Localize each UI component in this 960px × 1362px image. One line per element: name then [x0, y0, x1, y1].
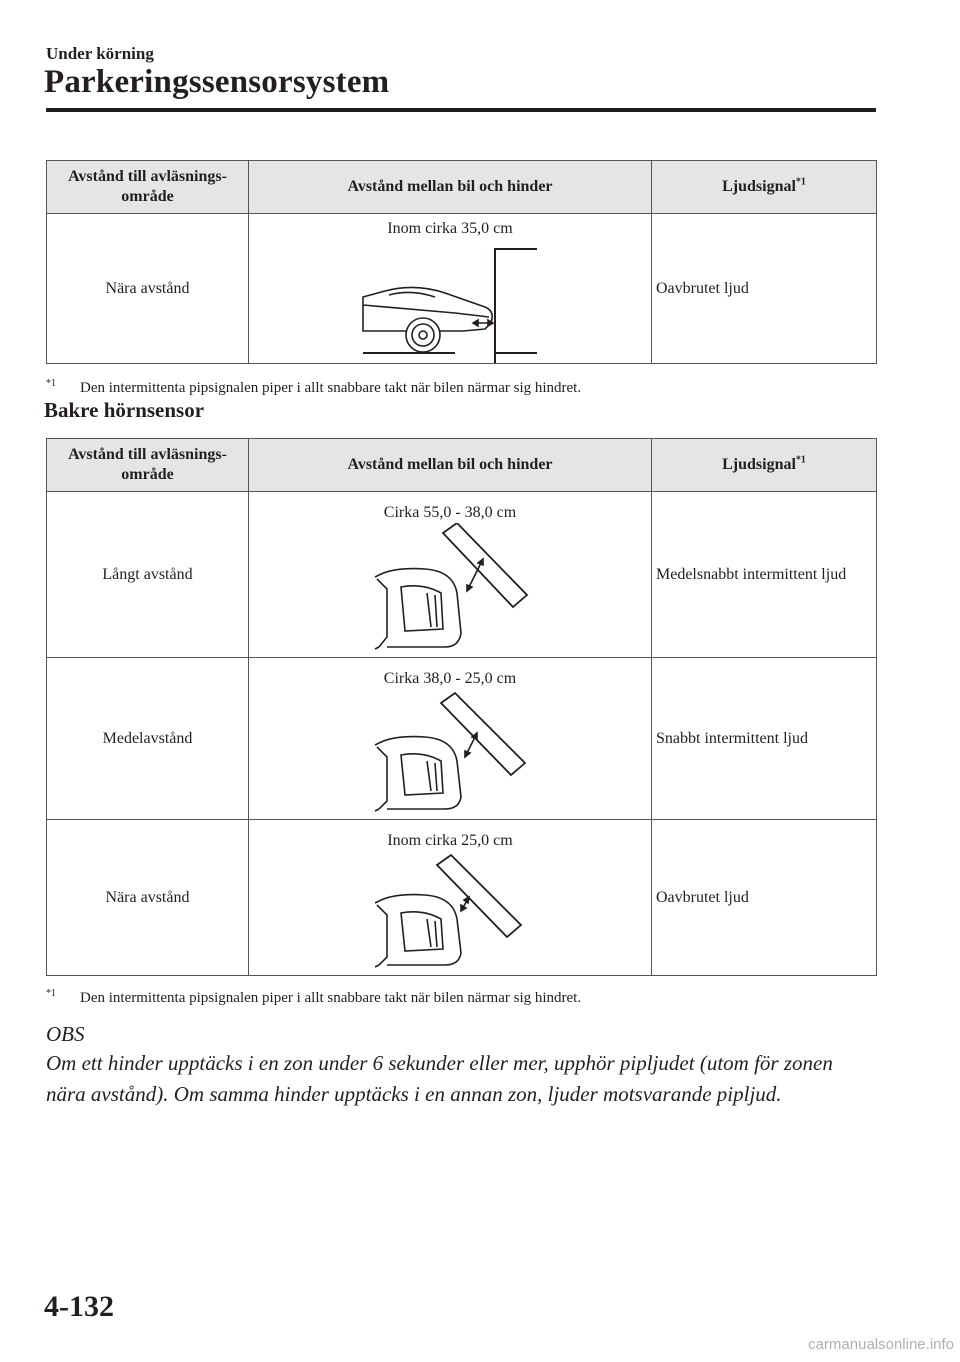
signal-cell: Oavbrutet ljud — [652, 820, 877, 976]
sensor-table-rear — [46, 160, 877, 364]
obs-title: OBS — [46, 1022, 85, 1046]
signal-cell: Medelsnabbt intermittent ljud — [652, 492, 877, 658]
table-header-row — [47, 161, 877, 214]
distance-text: Cirka 38,0 - 25,0 cm — [383, 669, 517, 687]
rear-car-wall-icon — [355, 239, 545, 363]
zone-cell: Nära avstånd — [47, 214, 249, 364]
header-signal: Ljudsignal$^{*1}$ — [652, 439, 877, 492]
distance-text: Cirka 55,0 - 38,0 cm — [383, 503, 517, 521]
subheading: Bakre hörnsensor — [44, 398, 205, 422]
distance-text: Inom cirka 35,0 cm — [387, 219, 513, 237]
zone-cell: Nära avstånd — [47, 820, 249, 976]
distance-cell — [249, 214, 652, 364]
table-row — [47, 820, 877, 976]
zone-cell: Långt avstånd — [47, 492, 249, 658]
header-distance: Avstånd mellan bil och hinder — [249, 161, 652, 214]
car-top-corner-obstacle-icon — [365, 689, 535, 813]
title-rule — [46, 108, 876, 112]
car-top-corner-obstacle-icon — [365, 851, 535, 969]
car-top-corner-obstacle-icon — [365, 523, 535, 651]
sensor-table-corner — [46, 438, 877, 976]
footnote-1: $^{*1}$ Den intermittenta pipsignalen piper i allt snabbare takt när bilen närmar sig hindret. — [46, 378, 582, 396]
header-signal: Ljudsignal$^{*1}$ — [652, 161, 877, 214]
distance-cell — [249, 658, 652, 820]
distance-text: Inom cirka 25,0 cm — [387, 831, 513, 849]
signal-cell: Snabbt intermittent ljud — [652, 658, 877, 820]
page-number: 4-132 — [44, 1290, 114, 1323]
table-row — [47, 658, 877, 820]
signal-cell: Oavbrutet ljud — [652, 214, 877, 364]
page-title: Parkeringssensorsystem — [44, 64, 390, 100]
section-label: Under körning — [46, 44, 154, 63]
header-distance: Avstånd mellan bil och hinder — [249, 439, 652, 492]
distance-cell — [249, 492, 652, 658]
header-zone: Avstånd till avläsnings- område — [47, 161, 249, 214]
header-zone: Avstånd till avläsnings- område — [47, 439, 249, 492]
table-header-row — [47, 439, 877, 492]
footnote-2: $^{*1}$ Den intermittenta pipsignalen piper i allt snabbare takt när bilen närmar sig hindret. — [46, 988, 582, 1006]
table-row — [47, 492, 877, 658]
watermark: carmanualsonline.info — [808, 1336, 954, 1353]
zone-cell: Medelavstånd — [47, 658, 249, 820]
obs-text: Om ett hinder upptäcks i en zon under 6 sekunder eller mer, upphör pipljudet (utom för zonen nära avstånd). Om samma hinder upptäcks i en annan zon, ljuder motsvarande pipljud. — [46, 1051, 833, 1106]
distance-cell — [249, 820, 652, 976]
table-row — [47, 214, 877, 364]
